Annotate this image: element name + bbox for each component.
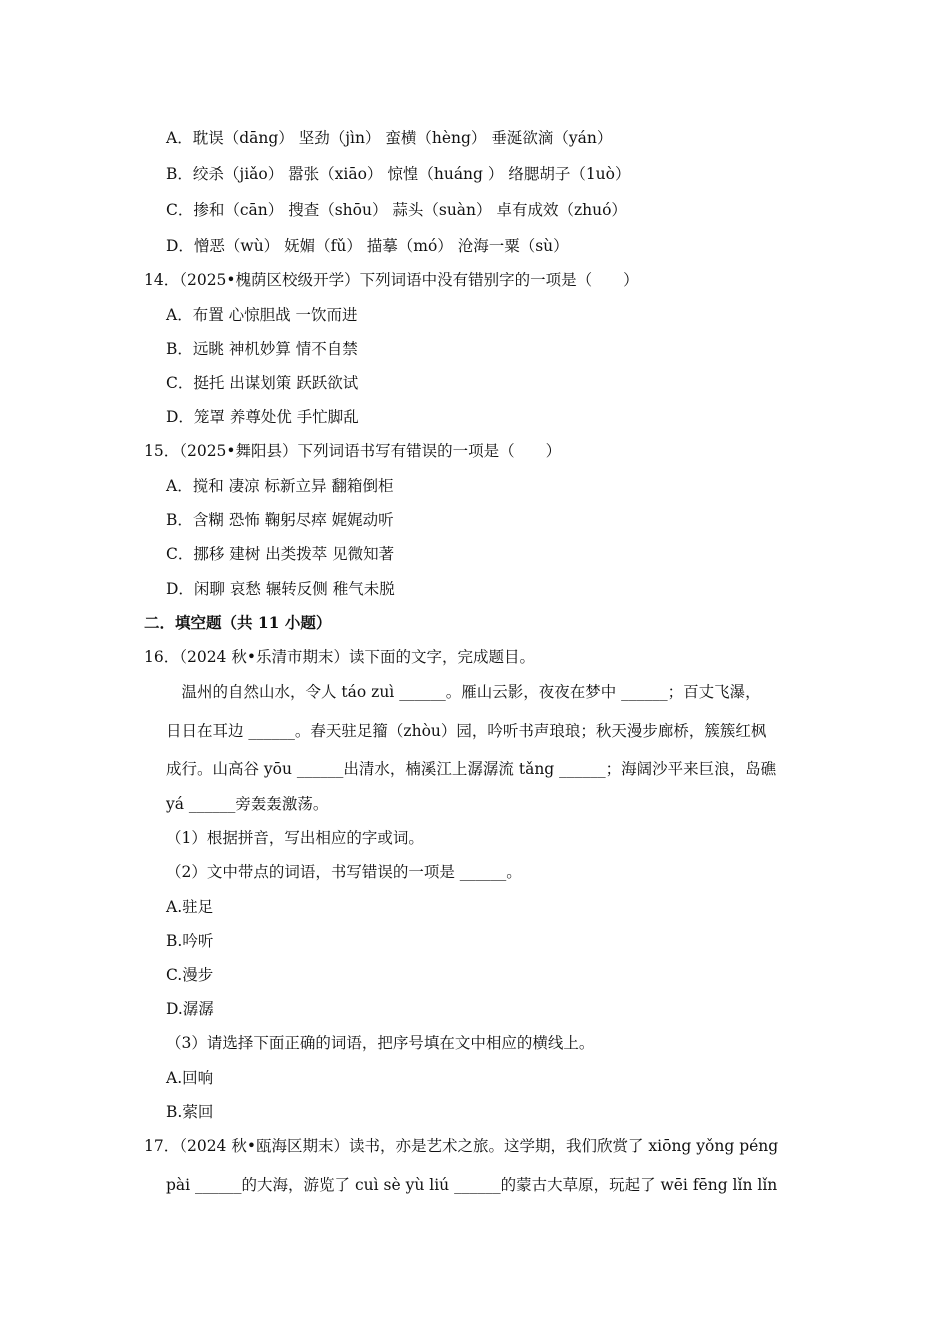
q16-sub3-option-b: B.萦回 [166,1103,214,1121]
q15-option-d: D．闲聊 哀愁 辗转反侧 稚气未脱 [166,580,395,598]
q17-line: 17．（2024 秋•瓯海区期末）读书，亦是艺术之旅。这学期，我们欣赏了 xiōng yǒng péng [144,1137,779,1155]
q16-sub3: （3）请选择下面正确的词语，把序号填在文中相应的横线上。 [166,1034,595,1052]
q13-option-b: B．绞杀（jiǎo） 嚣张（xiāo） 惊惶（huáng ） 络腮胡子（1uò） [166,165,631,183]
q14-option-a: A．布置 心惊胆战 一饮而进 [166,306,358,324]
q14-option-b: B．远眺 神机妙算 情不自禁 [166,340,358,358]
q16-passage-line: yá ______旁轰轰激荡。 [166,795,329,813]
q15-stem: 15．（2025•舞阳县）下列词语书写有错误的一项是（ ） [144,442,562,460]
q16-sub1: （1）根据拼音，写出相应的字或词。 [166,829,424,847]
q15-option-b: B．含糊 恐怖 鞠躬尽瘁 娓娓动听 [166,511,394,529]
q16-sub3-option-a: A.回响 [166,1069,214,1087]
section-heading: 二．填空题（共 11 小题） [144,613,332,632]
q16-sub2: （2）文中带点的词语，书写错误的一项是 ______。 [166,863,522,881]
q16-sub2-option-b: B.吟听 [166,932,214,950]
q16-passage-line: 温州的自然山水，令人 táo zuì ______。雁山云影，夜夜在梦中 ______；百丈飞瀑， [166,683,761,701]
q16-passage-line: 日日在耳边 ______。春天驻足籀（zhòu）园，吟听书声琅琅；秋天漫步廊桥，簇簇红枫 [166,722,767,740]
q16-stem: 16．（2024 秋•乐清市期末）读下面的文字，完成题目。 [144,648,535,666]
q16-sub2-option-d: D.潺潺 [166,1000,214,1018]
q13-option-d: D．憎恶（wù） 妩媚（fǔ） 描摹（mó） 沧海一粟（sù） [166,237,569,255]
q16-sub2-option-a: A.驻足 [166,898,214,916]
q15-option-c: C．挪移 建树 出类拨萃 见微知著 [166,545,395,563]
q14-option-c: C．挺托 出谋划策 跃跃欲试 [166,374,359,392]
q13-option-a: A．耽误（dāng） 坚劲（jìn） 蛮横（hèng） 垂涎欲滴（yán） [166,129,613,147]
q15-option-a: A．搅和 凄凉 标新立异 翻箱倒柜 [166,477,394,495]
q16-passage-line: 成行。山高谷 yōu ______出清水，楠溪江上潺潺流 tǎng ______；海阔沙平来巨浪，岛礁 [166,760,777,778]
q13-option-c: C．掺和（cān） 搜查（shōu） 蒜头（suàn） 卓有成效（zhuó） [166,201,627,219]
q16-sub2-option-c: C.漫步 [166,966,214,984]
q17-line: pài ______的大海，游览了 cuì sè yù liú ______的蒙古大草原，玩起了 wēi fēng lǐn lǐn [166,1176,778,1194]
q14-option-d: D．笼罩 养尊处优 手忙脚乱 [166,408,359,426]
q14-stem: 14．（2025•槐荫区校级开学）下列词语中没有错别字的一项是（ ） [144,271,639,289]
